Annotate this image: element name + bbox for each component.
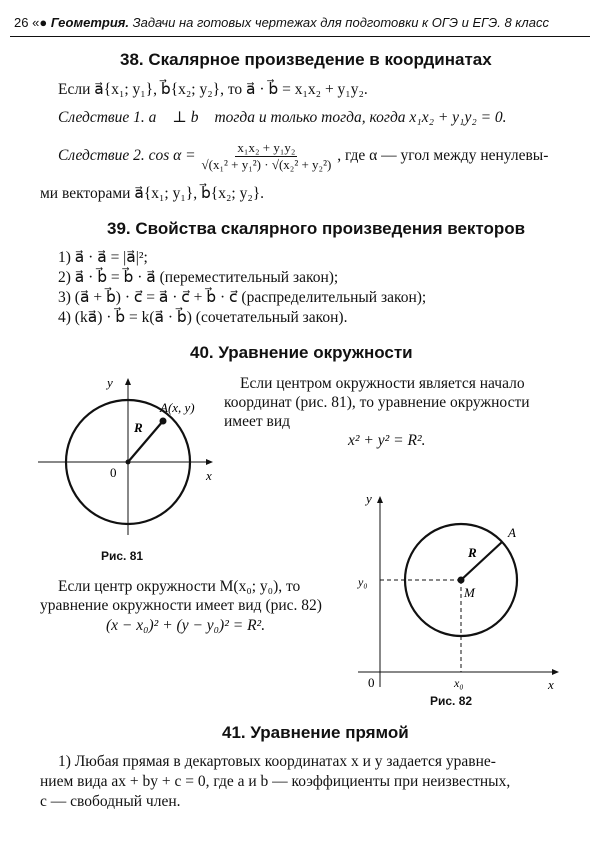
circle-text-line1: Если центром окружности является начало <box>240 375 525 392</box>
header-rule <box>10 36 590 37</box>
section-38-line1: Если a⃗{x₁; y₁}, b⃗{x₂; y₂}, то a⃗ · b⃗ = x₁x₂ + y₁y₂. <box>58 81 368 98</box>
property-3: 3) (a⃗ + b⃗) · c⃗ = a⃗ · c⃗ + b⃗ · c⃗ (распределительный закон); <box>58 289 427 306</box>
fig82-caption: Рис. 82 <box>430 694 473 708</box>
book-title: Геометрия. <box>50 15 130 30</box>
circle-text-line3: имеет вид <box>224 413 291 430</box>
property-1: 1) a⃗ · a⃗ = |a⃗|²; <box>58 249 148 266</box>
circle-text2-line2: уравнение окружности имеет вид (рис. 82) <box>40 597 322 614</box>
line-equation-line3: c — свободный член. <box>40 793 181 810</box>
fraction-numerator: x₁x₂ + y₁y₂ <box>237 140 296 155</box>
figure-82 <box>350 485 565 690</box>
fig82-x0-label: x₀ <box>454 676 464 690</box>
line-equation-line1: 1) Любая прямая в декартовых координатах x и y задается уравне- <box>58 753 496 770</box>
corollary-2-suffix: , где α — угол между ненулевы- <box>337 147 549 165</box>
corollary-1: Следствие 1. a⃗ ⊥ b⃗ тогда и только тогда, когда x₁x₂ + y₁y₂ = 0. <box>58 109 507 126</box>
cosine-fraction <box>200 140 334 173</box>
fig81-center <box>126 460 131 465</box>
corollary-2 <box>58 140 548 173</box>
fig81-point-a <box>160 418 167 425</box>
fig82-y0-label: y₀ <box>358 575 368 589</box>
book-subtitle: Задачи на готовых чертежах для подготовки к ОГЭ и ЕГЭ. 8 класс <box>132 15 549 30</box>
corollary-2-line2: ми векторами a⃗{x₁; y₁}, b⃗{x₂; y₂}. <box>40 185 265 202</box>
fig82-center-m <box>458 577 465 584</box>
fig81-radius-label: R <box>134 420 143 435</box>
fig81-origin-label: 0 <box>110 465 117 480</box>
fig82-y-label: y <box>366 491 372 506</box>
circle-text-line2: координат (рис. 81), то уравнение окружности <box>224 394 530 411</box>
line-equation-line2: нием вида ax + by + c = 0, где a и b — коэффициенты при неизвестных, <box>40 773 511 790</box>
corollary-2-prefix: Следствие 2. cos α = <box>58 147 196 165</box>
fig81-caption: Рис. 81 <box>101 549 144 563</box>
fig82-origin-label: 0 <box>368 675 375 690</box>
section-38-heading: 38. Скалярное произведение в координатах <box>120 50 492 69</box>
property-4: 4) (ka⃗) · b⃗ = k(a⃗ · b⃗) (сочетательный закон). <box>58 309 348 326</box>
fig81-y-label: y <box>107 375 113 390</box>
section-40-heading: 40. Уравнение окружности <box>190 343 413 362</box>
page-number: 26 <box>14 15 29 30</box>
section-39-heading: 39. Свойства скалярного произведения векторов <box>107 219 526 238</box>
fig81-point-label: A(x, y) <box>160 400 195 415</box>
fig82-x-label: x <box>548 677 554 690</box>
running-header <box>14 15 549 30</box>
header-marker: «● <box>32 15 48 30</box>
section-41-heading: 41. Уравнение прямой <box>222 723 409 742</box>
fig82-radius-label: R <box>468 545 477 560</box>
figure-81 <box>30 365 230 540</box>
circle-formula-general: (x − x₀)² + (y − y₀)² = R². <box>106 617 266 634</box>
fig82-center-label: M <box>464 585 475 600</box>
fraction-denominator: √(x₁² + y₁²) · √(x₂² + y₂²) <box>201 157 332 172</box>
circle-formula-origin: x² + y² = R². <box>348 432 426 449</box>
fig81-x-label: x <box>206 468 212 483</box>
property-2: 2) a⃗ · b⃗ = b⃗ · a⃗ (переместительный закон); <box>58 269 339 286</box>
fig82-point-label: A <box>508 525 516 540</box>
circle-text2-line1: Если центр окружности M(x₀; y₀), то <box>58 578 301 595</box>
